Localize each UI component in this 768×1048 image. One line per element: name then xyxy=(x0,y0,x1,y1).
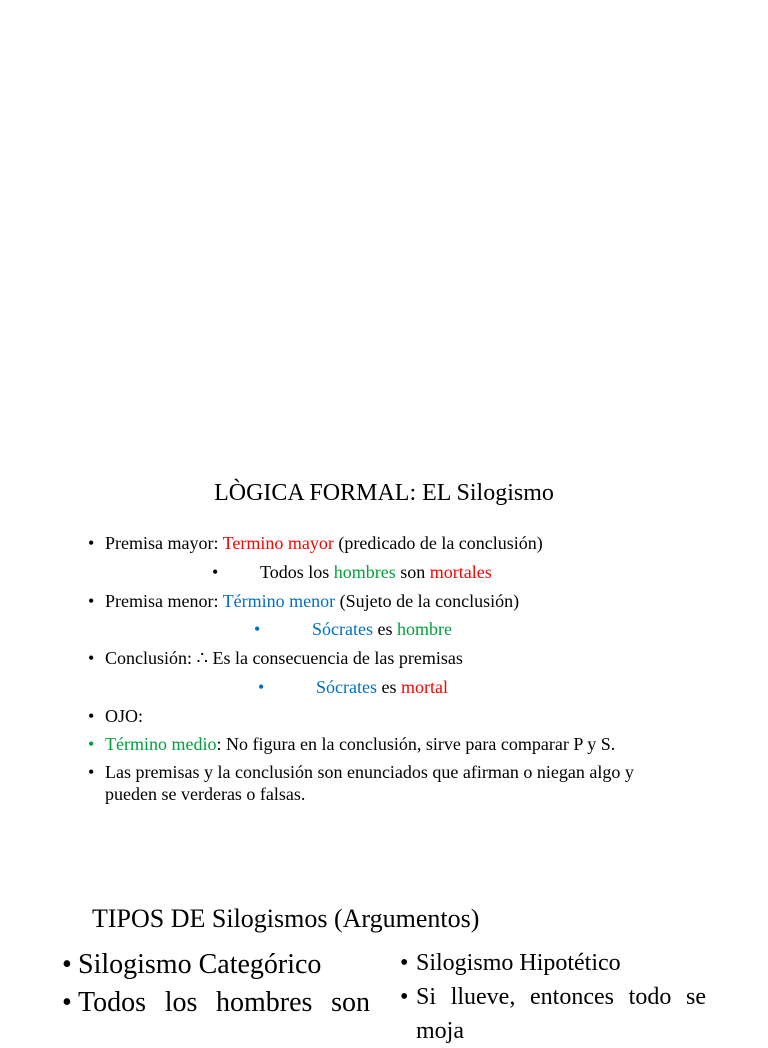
termino-mayor-term: Termino mayor xyxy=(222,533,334,553)
termino-menor-term: Término menor xyxy=(222,591,336,611)
example-text: son xyxy=(395,562,430,582)
example-socrates: Sócrates xyxy=(316,677,377,697)
tipos-left-column xyxy=(62,946,370,1022)
bullet-dot: • xyxy=(62,949,72,980)
example-text: Todos los xyxy=(260,562,334,582)
example-menor xyxy=(88,618,688,647)
bullet-categorico-example xyxy=(62,984,370,1022)
premisa-menor-label: Premisa menor: xyxy=(105,591,223,611)
hipotetico-example-line1: Si llueve, entonces todo se xyxy=(416,984,706,1010)
bullet-premisa-mayor xyxy=(88,532,688,561)
hipotetico-example-line2: moja xyxy=(416,1018,464,1044)
premisa-mayor-desc: (predicado de la conclusión) xyxy=(333,533,543,553)
example-conclusion xyxy=(88,676,688,705)
categorico-example: Todos los hombres son xyxy=(78,987,370,1018)
bullet-dot: • xyxy=(88,648,95,668)
bullet-conclusion xyxy=(88,647,688,676)
slide-title: LÒGICA FORMAL: EL Silogismo xyxy=(214,480,554,506)
termino-medio-desc: : No figura en la conclusión, sirve para comparar P y S. xyxy=(216,734,616,754)
categorico-label: Silogismo Categórico xyxy=(78,949,322,980)
tipos-silogismos-title: TIPOS DE Silogismos (Argumentos) xyxy=(92,904,480,933)
bullet-dot: • xyxy=(258,677,265,697)
bullet-dot: • xyxy=(88,706,95,726)
bullet-premisa-menor xyxy=(88,590,688,618)
example-mortal: mortal xyxy=(400,677,448,697)
example-hombres: hombres xyxy=(333,562,396,582)
example-mayor xyxy=(88,561,688,590)
bullet-dot: • xyxy=(88,734,95,754)
tipos-right-column xyxy=(400,946,706,1048)
ojo-text: OJO: xyxy=(105,706,144,726)
bullet-dot: • xyxy=(62,987,72,1018)
premisas-text: Las premisas y la conclusión son enunciados que afirman o niegan algo y pueden se verderas o falsas. xyxy=(105,762,634,804)
bullet-dot: • xyxy=(254,619,261,639)
conclusion-text: Conclusión: ∴ Es la consecuencia de las premisas xyxy=(105,648,463,668)
example-text: es xyxy=(372,619,397,639)
bullet-silogismo-hipotetico xyxy=(400,946,706,980)
bullet-dot: • xyxy=(400,984,409,1010)
bullet-dot: • xyxy=(212,562,219,582)
example-text: es xyxy=(376,677,401,697)
bullet-dot: • xyxy=(400,950,409,976)
bullet-dot: • xyxy=(88,591,95,611)
silogismo-bullet-list xyxy=(88,532,688,805)
termino-medio-term: Término medio xyxy=(105,734,217,754)
premisa-menor-desc: (Sujeto de la conclusión) xyxy=(335,591,520,611)
bullet-dot: • xyxy=(88,762,95,782)
bullet-hipotetico-example xyxy=(400,980,706,1048)
bullet-silogismo-categorico xyxy=(62,946,370,984)
example-socrates: Sócrates xyxy=(312,619,373,639)
bullet-premisas-enunciados xyxy=(88,761,670,805)
example-mortales: mortales xyxy=(429,562,492,582)
hipotetico-label: Silogismo Hipotético xyxy=(416,950,621,976)
example-hombre: hombre xyxy=(396,619,452,639)
bullet-dot: • xyxy=(88,533,95,553)
bullet-ojo xyxy=(88,705,688,727)
bullet-termino-medio xyxy=(88,733,670,755)
premisa-mayor-label: Premisa mayor: xyxy=(105,533,223,553)
